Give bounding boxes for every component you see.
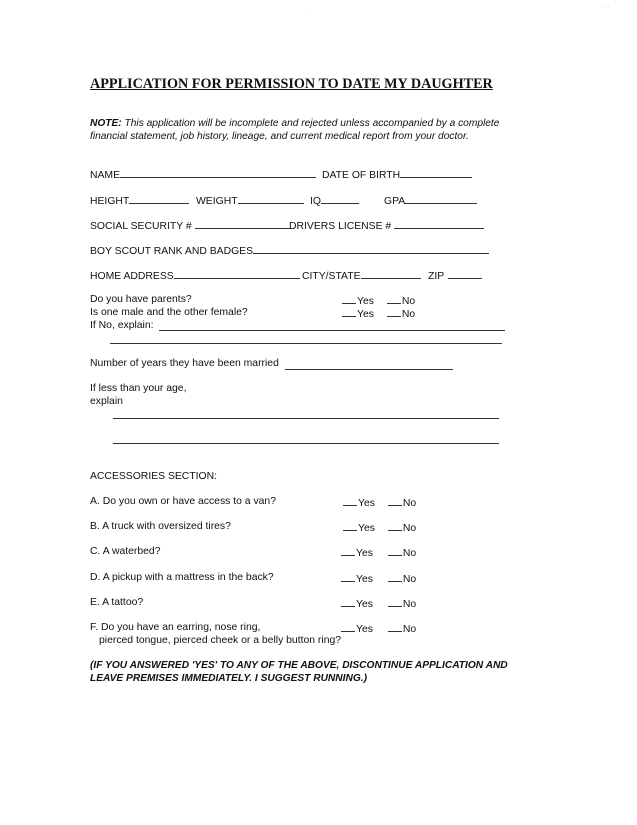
name-field[interactable]: [120, 168, 316, 178]
accessory-d-answers: [341, 572, 416, 585]
accessory-e-answers: [341, 597, 416, 610]
scan-speck: · ·: [602, 2, 610, 11]
parents-explain: [90, 320, 154, 331]
parents-explain-label: If No, explain:: [90, 320, 154, 331]
accessory-d-no-blank[interactable]: [388, 572, 402, 582]
accessory-e-no-blank[interactable]: [388, 597, 402, 607]
citystate-field[interactable]: [361, 269, 421, 279]
height-label: HEIGHT: [90, 196, 130, 207]
parents-q2: Is one male and the other female?: [90, 307, 248, 318]
accessory-f-yes: Yes: [356, 624, 373, 635]
accessory-item-d: D. A pickup with a mattress in the back?: [90, 572, 274, 583]
dob-field[interactable]: [400, 168, 472, 178]
license-field[interactable]: [394, 219, 484, 229]
accessory-a-answers: [343, 496, 416, 509]
weight-field[interactable]: [238, 194, 304, 204]
accessory-c-answers: [341, 546, 416, 559]
parents-q1-yes: Yes: [357, 296, 374, 307]
parents-q2-yes-blank[interactable]: [342, 307, 356, 317]
accessories-heading: ACCESSORIES SECTION:: [90, 471, 218, 482]
parents-q2-no: No: [401, 309, 416, 320]
iq-label: IQ: [310, 196, 321, 207]
dob-row: [322, 168, 472, 181]
accessory-e-yes-blank[interactable]: [341, 597, 355, 607]
ssn-row: [90, 219, 291, 232]
note-text: This application will be incomplete and rejected unless accompanied by a complete financial statement, job history, lineage, and current medical report from your doctor.: [90, 118, 500, 142]
address-row: [90, 269, 300, 282]
accessory-a-no: No: [402, 498, 417, 509]
scout-row: [90, 244, 489, 257]
accessory-b-no: No: [402, 523, 417, 534]
parents-explain-line-1[interactable]: [159, 330, 505, 331]
address-field[interactable]: [174, 269, 300, 279]
parents-q2-answers: [342, 307, 415, 320]
iq-row: [310, 194, 359, 207]
scan-speck: ·: [308, 8, 311, 17]
note-paragraph: [90, 117, 530, 143]
parents-q2-yes: Yes: [357, 309, 374, 320]
parents-q1-answers: [342, 294, 415, 307]
name-row: [90, 168, 316, 181]
accessory-d-yes: Yes: [356, 574, 373, 585]
accessory-c-yes: Yes: [356, 548, 373, 559]
license-label: DRIVERS LICENSE #: [289, 221, 392, 232]
citystate-row: [302, 269, 421, 282]
accessory-e-no: No: [402, 599, 417, 610]
height-field[interactable]: [129, 194, 189, 204]
iq-field[interactable]: [321, 194, 359, 204]
accessory-b-yes-blank[interactable]: [343, 521, 357, 531]
parents-q1-yes-blank[interactable]: [342, 294, 356, 304]
address-label: HOME ADDRESS: [90, 271, 174, 282]
accessory-c-yes-blank[interactable]: [341, 546, 355, 556]
married-explain-line-1[interactable]: [113, 418, 499, 419]
parents-explain-line-2[interactable]: [110, 343, 502, 344]
scout-label: BOY SCOUT RANK AND BADGES: [90, 246, 254, 257]
accessory-b-answers: [343, 521, 416, 534]
accessory-c-no-blank[interactable]: [388, 546, 402, 556]
accessory-f-no: No: [402, 624, 417, 635]
married-explain-line-2[interactable]: [113, 443, 499, 444]
gpa-field[interactable]: [405, 194, 477, 204]
scout-field[interactable]: [253, 244, 489, 254]
accessory-item-b: B. A truck with oversized tires?: [90, 521, 231, 532]
gpa-label: GPA: [384, 196, 406, 207]
accessory-e-yes: Yes: [356, 599, 373, 610]
married-less-2: explain: [90, 396, 123, 407]
accessory-item-f: F. Do you have an earring, nose ring,: [90, 622, 261, 633]
married-years-field[interactable]: [285, 369, 453, 370]
accessory-a-yes-blank[interactable]: [343, 496, 357, 506]
ssn-label: SOCIAL SECURITY #: [90, 221, 192, 232]
accessory-d-no: No: [402, 574, 417, 585]
parents-q2-no-blank[interactable]: [387, 307, 401, 317]
accessory-item-f-continued: pierced tongue, pierced cheek or a belly button ring?: [99, 635, 342, 646]
license-row: [289, 219, 484, 232]
dob-label: DATE OF BIRTH: [322, 170, 401, 181]
note-label: NOTE:: [90, 118, 122, 129]
weight-label: WEIGHT: [196, 196, 238, 207]
accessory-f-no-blank[interactable]: [388, 622, 402, 632]
parents-q1: Do you have parents?: [90, 294, 192, 305]
warning-text: (IF YOU ANSWERED 'YES' TO ANY OF THE ABOVE, DISCONTINUE APPLICATION AND LEAVE PREMISES IMMEDIATELY. I SUGGEST RUNNING.): [90, 660, 508, 684]
page-title: APPLICATION FOR PERMISSION TO DATE MY DAUGHTER: [90, 76, 493, 92]
married-question: Number of years they have been married: [90, 358, 279, 369]
zip-label: ZIP: [428, 271, 445, 282]
accessory-b-yes: Yes: [358, 523, 375, 534]
accessory-c-no: No: [402, 548, 417, 559]
name-label: NAME: [90, 170, 121, 181]
zip-row: [428, 269, 482, 282]
parents-q1-no: No: [401, 296, 416, 307]
accessory-item-c: C. A waterbed?: [90, 546, 161, 557]
accessory-f-yes-blank[interactable]: [341, 622, 355, 632]
accessory-d-yes-blank[interactable]: [341, 572, 355, 582]
ssn-field[interactable]: [195, 219, 291, 229]
gpa-row: [384, 194, 477, 207]
zip-field[interactable]: [448, 269, 482, 279]
accessory-a-no-blank[interactable]: [388, 496, 402, 506]
citystate-label: CITY/STATE: [302, 271, 361, 282]
weight-row: [196, 194, 304, 207]
accessory-f-answers: [341, 622, 416, 635]
height-row: [90, 194, 189, 207]
accessory-item-e: E. A tattoo?: [90, 597, 144, 608]
accessory-b-no-blank[interactable]: [388, 521, 402, 531]
married-less-1: If less than your age,: [90, 383, 187, 394]
accessory-item-a: A. Do you own or have access to a van?: [90, 496, 276, 507]
parents-q1-no-blank[interactable]: [387, 294, 401, 304]
accessory-a-yes: Yes: [358, 498, 375, 509]
